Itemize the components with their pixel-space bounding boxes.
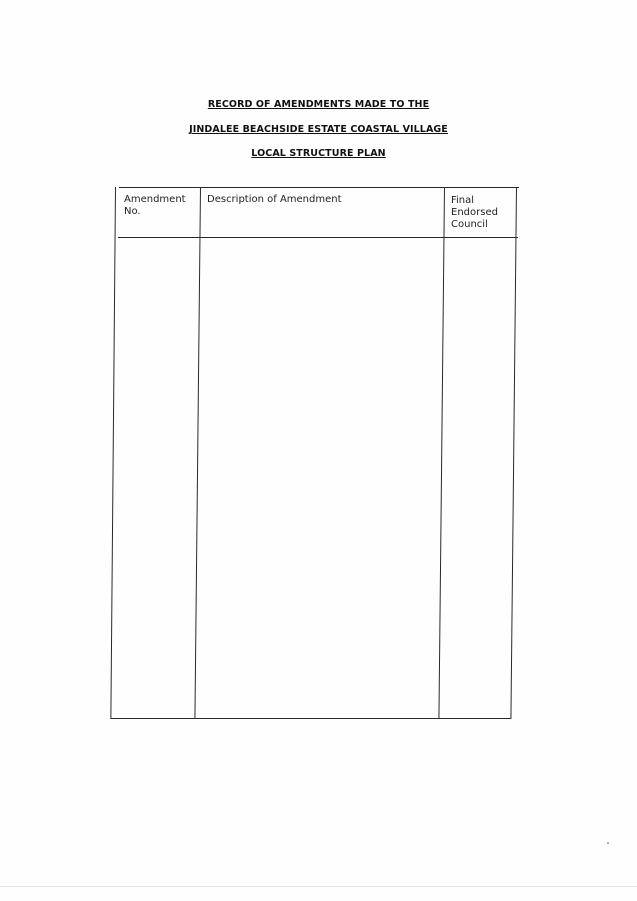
column-header-final-line-2: Endorsed bbox=[451, 207, 498, 218]
title-line-3: LOCAL STRUCTURE PLAN bbox=[251, 148, 386, 159]
table-header-divider bbox=[118, 237, 518, 238]
column-header-amendment-no bbox=[124, 194, 198, 218]
table-column-divider-1 bbox=[194, 187, 201, 719]
table-left-border bbox=[110, 187, 116, 719]
column-header-final-line-3: Council bbox=[451, 219, 488, 230]
table-bottom-border bbox=[111, 718, 511, 719]
column-header-final-endorsed-council bbox=[451, 195, 513, 231]
scan-edge-line bbox=[0, 886, 637, 887]
table-column-divider-2 bbox=[438, 187, 445, 719]
title-line-2: JINDALEE BEACHSIDE ESTATE COASTAL VILLAGE bbox=[189, 124, 448, 135]
column-header-final-line-1: Final bbox=[451, 195, 475, 206]
column-header-description-line-1: Description of Amendment bbox=[207, 194, 342, 205]
column-header-description bbox=[207, 194, 437, 206]
table-top-border bbox=[119, 187, 519, 188]
column-header-amendment-no-line-1: Amendment bbox=[124, 194, 186, 205]
table-right-border bbox=[510, 187, 517, 719]
scan-speck bbox=[607, 842, 609, 844]
title-line-1: RECORD OF AMENDMENTS MADE TO THE bbox=[207, 99, 430, 110]
column-header-amendment-no-line-2: No. bbox=[124, 206, 141, 217]
